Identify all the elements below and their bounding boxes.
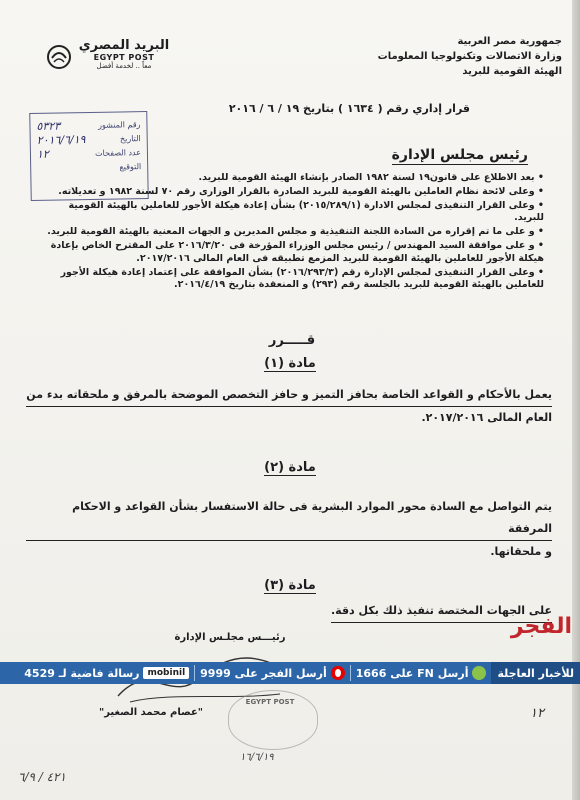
stamp-date-label: التاريخ (119, 134, 141, 144)
article-1-body (26, 384, 552, 429)
stamp-number-value: ٥٣٢٣ (36, 119, 61, 133)
stamp-count-value: ١٢ (36, 147, 49, 161)
preamble-item: • وعلى لائحة نظام العاملين بالهيئة القومية للبريد الصادرة بالقرار الوزارى رقم ٧٠ لسنة ١٩٨٢ و تعديلاته. (58, 185, 544, 197)
stamp-date-value: ٢٠١٦/٦/١٩ (36, 133, 86, 147)
gov-line-country: جمهورية مصر العربية (457, 36, 562, 47)
logo-arabic: البريد المصري (78, 38, 170, 53)
article-1-title (230, 356, 350, 371)
government-header (342, 34, 562, 79)
seal-stamp-text: EGYPT POST (245, 698, 295, 706)
signatory-name: "عصام محمد الصغير" (98, 707, 203, 718)
ticker-item-etisalat[interactable] (351, 662, 492, 684)
article-2-line: و ملحقاتها. (490, 545, 552, 558)
news-ticker (0, 662, 580, 684)
preamble-item: • وعلى القرار التنفيذى لمجلس الادارة (٢٠١٥/٢٨٩/١) بشأن إعادة هيكلة الأجور للعاملين بالهيئة القومية للبريد. (68, 199, 544, 224)
ticker-divider (194, 665, 195, 681)
ticker-item-mobinil[interactable] (19, 662, 194, 684)
logo-slogan: معاً .. لخدمة أفضل (96, 62, 152, 70)
ticker-item-text: أرسل الفجر على 9999 (200, 666, 327, 680)
ticker-divider (350, 665, 351, 681)
preamble-item: • بعد الاطلاع على قانون١٩ لسنة ١٩٨٢ الصادر بإنشاء الهيئة القومية للبريد. (198, 172, 544, 183)
ticker-brand: للأخبار العاجلة (491, 662, 580, 684)
ticker-item-text: رسالة فاضية لـ 4529 (24, 666, 140, 680)
ticker-item-vodafone[interactable] (195, 662, 350, 684)
preamble-item: • و على ما تم إقراره من السادة اللجنة التنفيذية و مجلس المديرين و الجهات المعنية بالهيئة القومية للبريد. (47, 226, 544, 238)
preamble-list (44, 172, 544, 293)
article-2-line: يتم التواصل مع السادة محور الموارد البشرية فى حالة الاستفسار بشأن القواعد و الاحكام المرفقة (26, 496, 552, 541)
vodafone-icon (331, 666, 345, 680)
article-3-body (26, 600, 552, 623)
article-3-title (230, 578, 350, 593)
decree-number: قرار إداري رقم ( ١٦٣٤ ) بتاريخ ١٩ / ٦ / ٢٠١٦ (228, 102, 470, 115)
stamp-number-label: رقم المنشور (97, 120, 141, 130)
gov-line-authority: الهيئة القومية للبريد (462, 66, 562, 77)
article-3-title-text: مادة (٣) (264, 578, 316, 593)
article-1-line: يعمل بالأحكام و القواعد الخاصة بحافز التميز و حافز التخصص الموضحة بالمرفق و ملحقاته بدء من (26, 384, 552, 407)
decision-heading: قـــــرر (268, 333, 316, 348)
article-2-title (230, 460, 350, 475)
article-2-title-text: مادة (٢) (264, 460, 316, 475)
chairman-heading: رئيس مجلس الإدارة (391, 147, 528, 163)
handwritten-corner-note: ١٢ (530, 706, 544, 721)
handwritten-note: ٤٢١ / ٦/٩ (18, 770, 66, 784)
article-1-line: العام المالى ٢٠١٧/٢٠١٦. (421, 411, 552, 424)
stamp-sign-label: التوقيع (119, 162, 142, 172)
ticker-item-text: أرسل FN على 1666 (355, 666, 469, 680)
logo-english: EGYPT POST (93, 53, 155, 62)
gov-line-ministry: وزارة الاتصالات وتكنولوجيا المعلومات (377, 51, 562, 62)
egypt-post-emblem-icon (46, 44, 72, 70)
article-2-body (26, 496, 552, 563)
signature-title: رئيـــس مجلـس الإدارة (174, 632, 286, 643)
article-1-title-text: مادة (١) (264, 356, 316, 371)
etisalat-icon (472, 666, 486, 680)
preamble-item: • وعلى القرار التنفيذى لمجلس الإدارة رقم (٢٠١٦/٢٩٣/٣) بشأن الموافقة على إعتماد إعادة هيكلة الأجور للعاملين بالهيئة القومية للبريد بالجلسة رقم (٢٩٣) و المنعقدة بتاريخ ٢٠١٦/٤/١٩. (60, 266, 544, 291)
stamp-count-label: عدد الصفحات (95, 148, 142, 158)
egypt-post-logo (74, 38, 174, 70)
mobinil-icon: mobinil (143, 667, 189, 679)
article-3-line: على الجهات المختصة تنفيذ ذلك بكل دقة. (331, 600, 552, 623)
preamble-item: • و على موافقة السيد المهندس / رئيس مجلس الوزراء المؤرخة فى ٢٠١٦/٣/٢٠ على المقترح الخاص بإعادة هيكلة الأجور للعاملين بالهيئة القومية للبريد المزمع تطبيقه فى العام المالى ٢٠١٧/٢٠١٦. (50, 239, 544, 264)
handwritten-date: ١٦/٦/١٩ (240, 752, 274, 763)
watermark-logo: الفجر (510, 614, 572, 639)
